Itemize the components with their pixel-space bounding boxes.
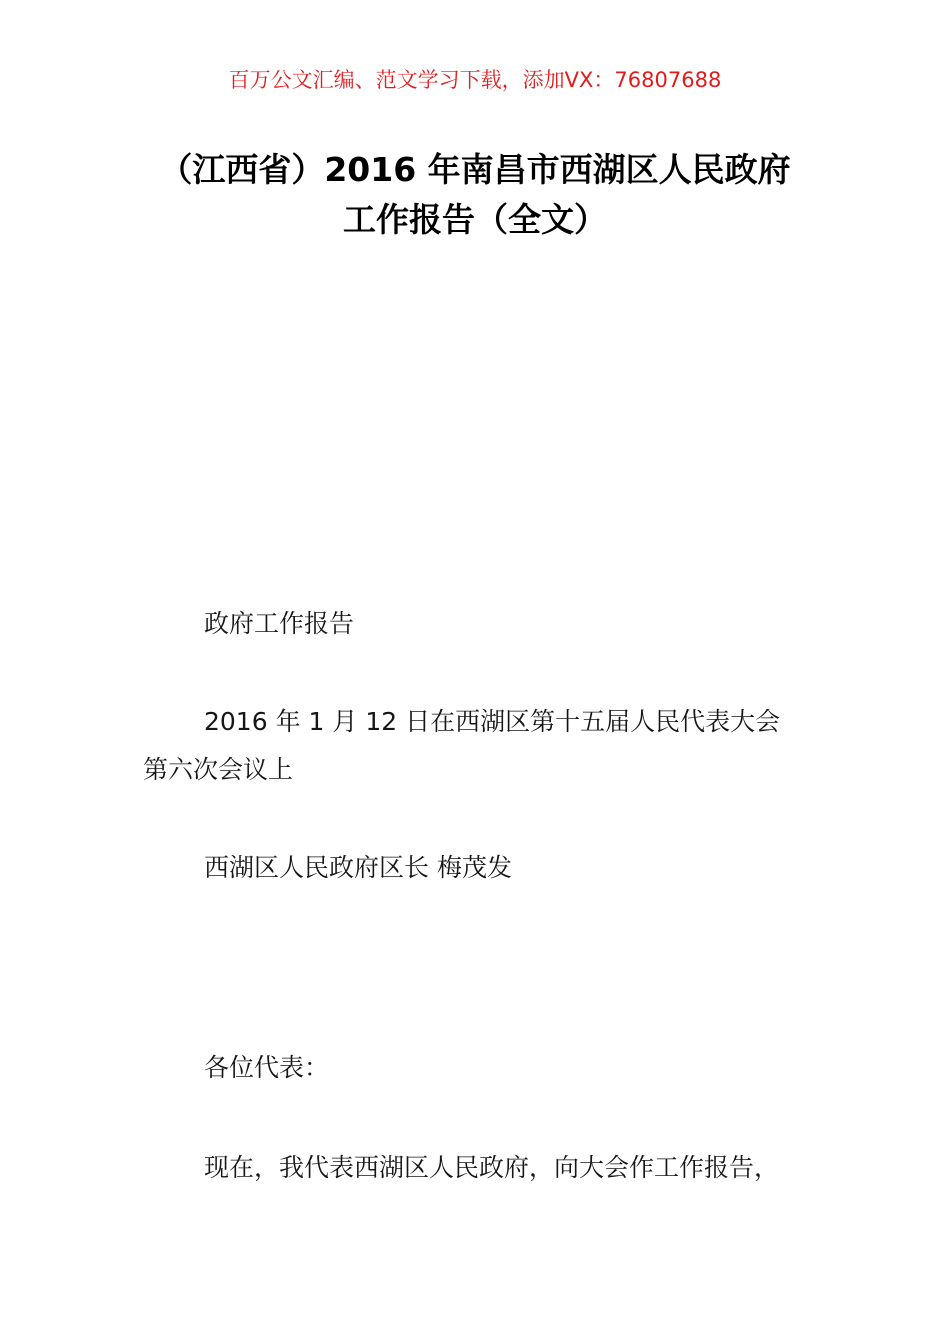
paragraph-speaker: 西湖区人民政府区长 梅茂发: [204, 853, 512, 882]
paragraph-date-venue-line-2: 第六次会议上: [143, 755, 294, 784]
document-title-line-1: （江西省）2016 年南昌市西湖区人民政府: [159, 150, 791, 189]
paragraph-opening-line: 现在，我代表西湖区人民政府，向大会作工作报告，: [204, 1153, 780, 1182]
watermark-header-text: 百万公文汇编、范文学习下载，添加VX：76807688: [228, 68, 722, 92]
document-title-line-2: 工作报告（全文）: [343, 200, 607, 239]
paragraph-date-venue-line-1: 2016 年 1 月 12 日在西湖区第十五届人民代表大会: [204, 707, 781, 736]
paragraph-report-heading: 政府工作报告: [204, 609, 355, 638]
paragraph-salutation: 各位代表：: [204, 1053, 330, 1082]
